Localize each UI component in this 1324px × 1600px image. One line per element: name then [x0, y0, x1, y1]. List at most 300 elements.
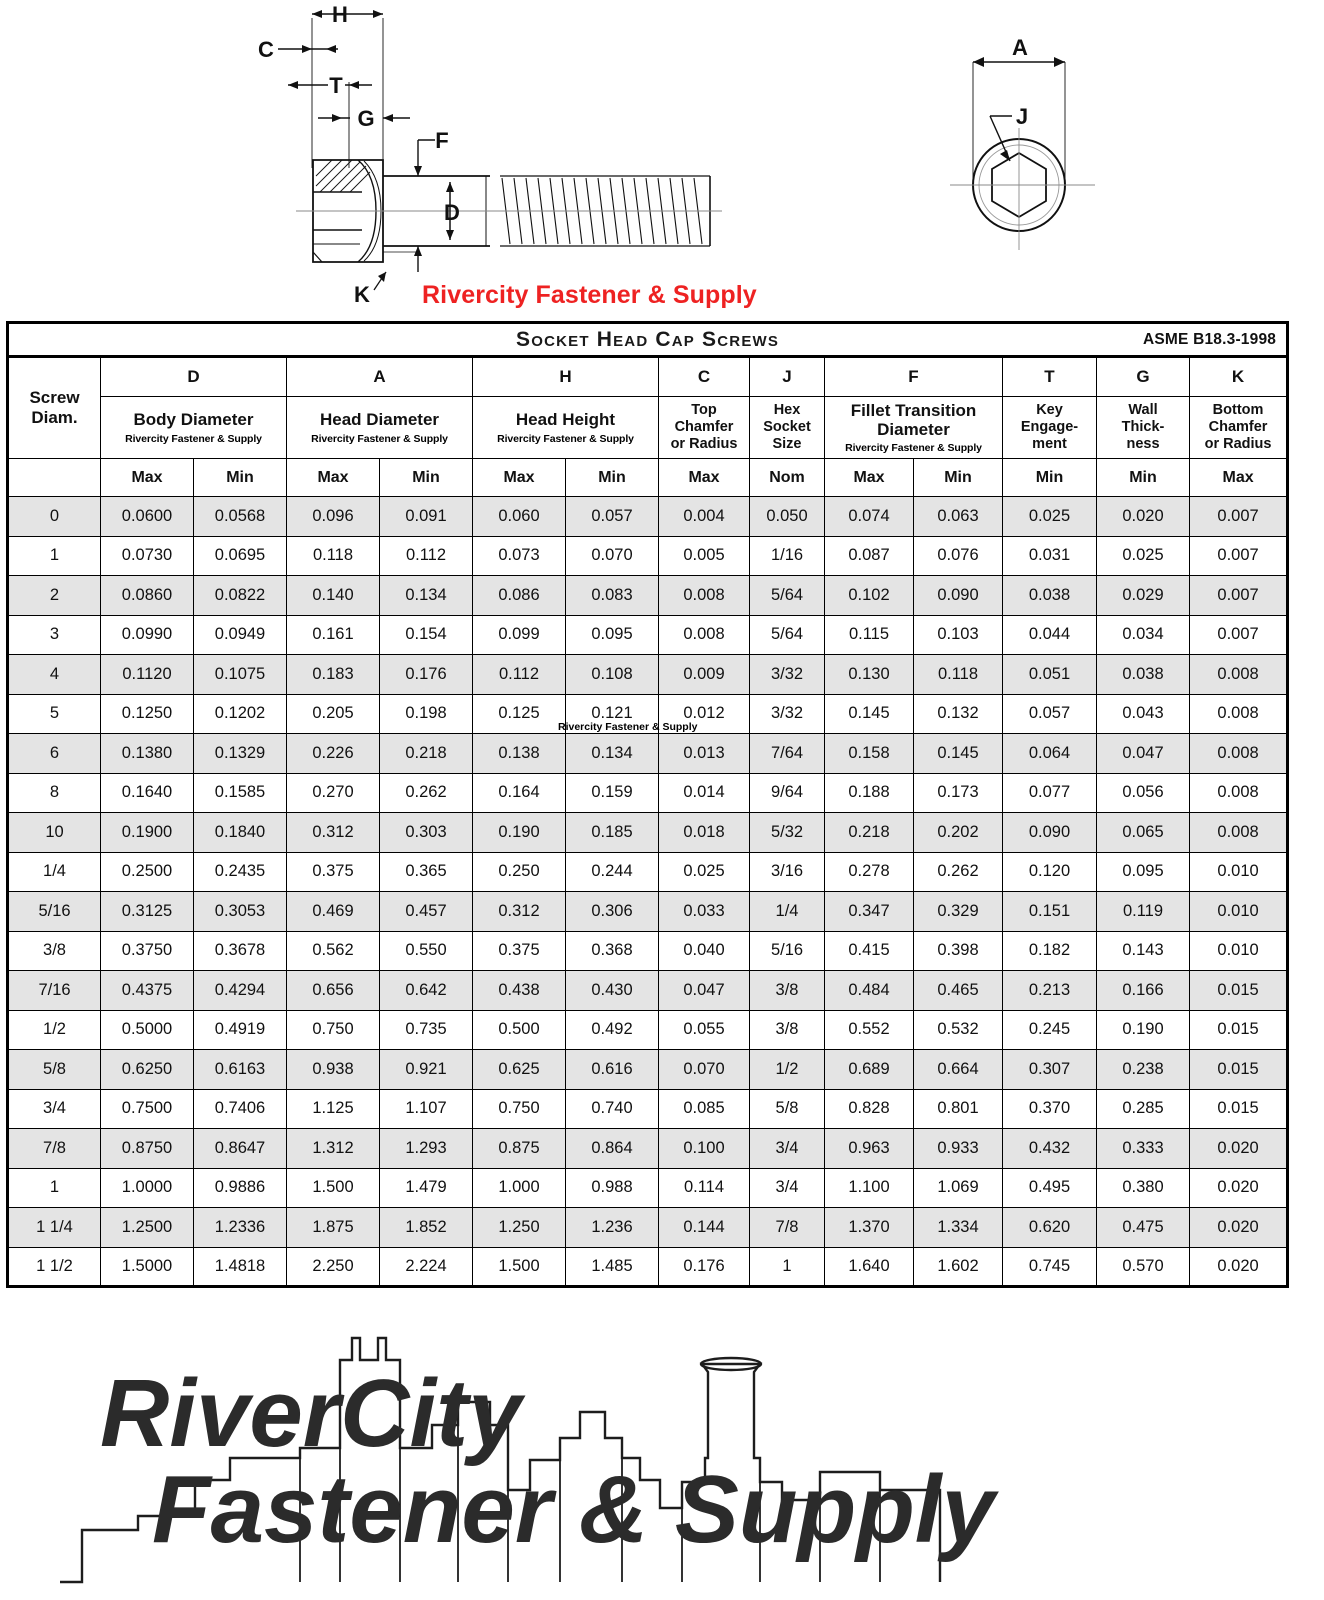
hex-socket-line3: Size [772, 436, 802, 453]
key-eng-line1: Key [1036, 401, 1063, 418]
cell-value: 0.090 [1003, 813, 1097, 853]
cell-value: 0.432 [1003, 1129, 1097, 1169]
cell-value: 0.8750 [101, 1129, 194, 1169]
cell-value: 0.8647 [194, 1129, 287, 1169]
cell-value: 0.6163 [194, 1050, 287, 1090]
letter-G: G [1097, 357, 1190, 397]
cell-value: 0.057 [1003, 694, 1097, 734]
cell-value: 0.218 [825, 813, 914, 853]
cell-value: 0.143 [1097, 931, 1190, 971]
cell-value: 0.145 [914, 734, 1003, 774]
fillet-line1: Fillet Transition [850, 400, 977, 420]
top-chamfer-line2: Chamfer [674, 418, 734, 435]
cell-value: 0.5000 [101, 1010, 194, 1050]
cell-value: 0.3125 [101, 892, 194, 932]
cell-value: 5/64 [750, 576, 825, 616]
cell-value: 1/2 [750, 1050, 825, 1090]
cell-value: 0.380 [1097, 1168, 1190, 1208]
cell-value: 0.050 [750, 497, 825, 537]
cell-value: 0.077 [1003, 773, 1097, 813]
logo-text-line1: RiverCity [100, 1360, 522, 1467]
cell-value: 0.130 [825, 655, 914, 695]
screw-diam-line2: Diam. [31, 408, 78, 427]
top-chamfer-line3: or Radius [670, 436, 738, 453]
cell-value: 7/64 [750, 734, 825, 774]
cell-value: 0.306 [566, 892, 659, 932]
cell-value: 0.1840 [194, 813, 287, 853]
cell-value: 0.438 [473, 971, 566, 1011]
cell-value: 5/64 [750, 615, 825, 655]
cell-value: 5/32 [750, 813, 825, 853]
cell-value: 0.161 [287, 615, 380, 655]
cell-value: 0.213 [1003, 971, 1097, 1011]
cell-value: 0.2435 [194, 852, 287, 892]
cell-value: 0.329 [914, 892, 1003, 932]
socket-head-cap-screw-side-view [250, 0, 730, 320]
letter-J: J [750, 357, 825, 397]
cell-screw-diam: 3/4 [8, 1089, 101, 1129]
cell-value: 1.312 [287, 1129, 380, 1169]
cell-value: 0.4375 [101, 971, 194, 1011]
cell-value: 0.038 [1003, 576, 1097, 616]
cell-value: 0.164 [473, 773, 566, 813]
cell-value: 1.5000 [101, 1247, 194, 1287]
sub-H-max: Max [473, 459, 566, 497]
cell-value: 0.134 [380, 576, 473, 616]
cell-value: 1.602 [914, 1247, 1003, 1287]
wall-thick-line2: Thick- [1121, 418, 1165, 435]
watermark-text: Rivercity Fastener & Supply [497, 432, 634, 445]
cell-value: 3/16 [750, 852, 825, 892]
cell-value: 0.070 [659, 1050, 750, 1090]
cell-value: 0.398 [914, 931, 1003, 971]
cell-value: 0.008 [659, 615, 750, 655]
hex-socket-line1: Hex [773, 401, 801, 418]
cell-value: 0.740 [566, 1089, 659, 1129]
cell-value: 0.7406 [194, 1089, 287, 1129]
cell-value: 0.005 [659, 536, 750, 576]
cell-value: 1.4818 [194, 1247, 287, 1287]
dim-label-H: H [332, 2, 348, 27]
cell-value: 1.2500 [101, 1208, 194, 1248]
watermark-text: Rivercity Fastener & Supply [311, 432, 448, 445]
cell-value: 0.469 [287, 892, 380, 932]
letter-F: F [825, 357, 1003, 397]
cell-value: 0.205 [287, 694, 380, 734]
cell-value: 1.236 [566, 1208, 659, 1248]
cell-screw-diam: 10 [8, 813, 101, 853]
bottom-chamfer-line3: or Radius [1204, 436, 1272, 453]
header-hex-socket-size [750, 397, 825, 459]
minmax-subheader-row [8, 459, 1288, 497]
table-row [8, 615, 1288, 655]
wall-thick-line3: ness [1126, 436, 1160, 453]
watermark-text: Rivercity Fastener & Supply [845, 442, 982, 455]
cell-value: 0.040 [659, 931, 750, 971]
cell-value: 0.007 [1190, 536, 1288, 576]
sub-F-max: Max [825, 459, 914, 497]
table-row [8, 1129, 1288, 1169]
cell-value: 0.0600 [101, 497, 194, 537]
cell-value: 1.100 [825, 1168, 914, 1208]
cell-screw-diam: 7/16 [8, 971, 101, 1011]
cell-value: 0.7500 [101, 1089, 194, 1129]
cell-value: 0.312 [287, 813, 380, 853]
cell-value: 0.115 [825, 615, 914, 655]
cell-value: 0.132 [914, 694, 1003, 734]
header-wall-thickness [1097, 397, 1190, 459]
minmax-blank [8, 459, 101, 497]
dim-label-F: F [435, 128, 449, 153]
sub-A-max: Max [287, 459, 380, 497]
table-row [8, 1208, 1288, 1248]
cell-value: 3/32 [750, 655, 825, 695]
cell-value: 0.616 [566, 1050, 659, 1090]
table-row [8, 1089, 1288, 1129]
cell-screw-diam: 5 [8, 694, 101, 734]
table-row [8, 694, 1288, 734]
cell-value: 0.938 [287, 1050, 380, 1090]
cell-value: 0.010 [1190, 892, 1288, 932]
head-height-label: Head Height [515, 410, 616, 430]
cell-value: 3/4 [750, 1129, 825, 1169]
socket-head-cap-screw-end-view [900, 28, 1100, 258]
screw-diam-line1: Screw [29, 387, 80, 407]
cell-value: 0.625 [473, 1050, 566, 1090]
cell-value: 0.642 [380, 971, 473, 1011]
cell-screw-diam: 3 [8, 615, 101, 655]
cell-value: 0.134 [566, 734, 659, 774]
table-row [8, 536, 1288, 576]
cell-value: 1/4 [750, 892, 825, 932]
cell-value: 0.145 [825, 694, 914, 734]
cell-value: 0.007 [1190, 576, 1288, 616]
cell-value: 0.0730 [101, 536, 194, 576]
cell-value: 0.008 [1190, 734, 1288, 774]
cell-value: 0.875 [473, 1129, 566, 1169]
cell-value: 0.183 [287, 655, 380, 695]
cell-value: 0.100 [659, 1129, 750, 1169]
logo-text-line2: Fastener & Supply [152, 1456, 995, 1563]
cell-value: 0.245 [1003, 1010, 1097, 1050]
table-row [8, 892, 1288, 932]
wall-thick-line1: Wall [1128, 401, 1158, 418]
cell-value: 0.921 [380, 1050, 473, 1090]
cell-value: 0.562 [287, 931, 380, 971]
cell-value: 0.074 [825, 497, 914, 537]
cell-value: 1.125 [287, 1089, 380, 1129]
cell-value: 0.1120 [101, 655, 194, 695]
cell-value: 1.479 [380, 1168, 473, 1208]
cell-value: 0.570 [1097, 1247, 1190, 1287]
table-row [8, 655, 1288, 695]
dim-label-J: J [1015, 104, 1029, 129]
cell-value: 0.020 [1190, 1129, 1288, 1169]
cell-value: 0.218 [380, 734, 473, 774]
cell-value: 0.095 [1097, 852, 1190, 892]
cell-value: 0.119 [1097, 892, 1190, 932]
header-fillet-transition-diameter [825, 397, 1003, 459]
cell-value: 0.166 [1097, 971, 1190, 1011]
dim-label-D: D [444, 200, 460, 225]
bottom-chamfer-line2: Chamfer [1208, 418, 1268, 435]
cell-value: 0.159 [566, 773, 659, 813]
head-diameter-label: Head Diameter [319, 410, 440, 430]
cell-value: 0.158 [825, 734, 914, 774]
cell-value: 0.735 [380, 1010, 473, 1050]
cell-value: 2.224 [380, 1247, 473, 1287]
cell-value: 1 [750, 1247, 825, 1287]
cell-value: 0.333 [1097, 1129, 1190, 1169]
cell-value: 0.475 [1097, 1208, 1190, 1248]
cell-value: 0.010 [1190, 931, 1288, 971]
key-eng-line3: ment [1032, 436, 1067, 453]
cell-value: 0.112 [473, 655, 566, 695]
cell-value: 0.365 [380, 852, 473, 892]
cell-value: 0.495 [1003, 1168, 1097, 1208]
table-row [8, 773, 1288, 813]
header-top-chamfer [659, 397, 750, 459]
cell-value: 0.102 [825, 576, 914, 616]
cell-value: 5/8 [750, 1089, 825, 1129]
cell-value: 0.065 [1097, 813, 1190, 853]
cell-value: 1.2336 [194, 1208, 287, 1248]
cell-value: 0.140 [287, 576, 380, 616]
rivercity-fastener-supply-logo [60, 1330, 1160, 1600]
cell-screw-diam: 7/8 [8, 1129, 101, 1169]
cell-screw-diam: 8 [8, 773, 101, 813]
cell-value: 0.1900 [101, 813, 194, 853]
cell-value: 1.293 [380, 1129, 473, 1169]
cell-value: 0.303 [380, 813, 473, 853]
cell-value: 0.750 [473, 1089, 566, 1129]
cell-value: 0.963 [825, 1129, 914, 1169]
cell-value: 0.154 [380, 615, 473, 655]
cell-value: 0.375 [287, 852, 380, 892]
watermark-text: Rivercity Fastener & Supply [125, 432, 262, 445]
sub-F-min: Min [914, 459, 1003, 497]
cell-value: 0.015 [1190, 971, 1288, 1011]
header-screw-diam [8, 357, 101, 459]
sub-G-min: Min [1097, 459, 1190, 497]
cell-value: 0.008 [1190, 655, 1288, 695]
cell-value: 0.173 [914, 773, 1003, 813]
cell-value: 0.085 [659, 1089, 750, 1129]
cell-value: 0.120 [1003, 852, 1097, 892]
cell-value: 0.347 [825, 892, 914, 932]
cell-value: 0.182 [1003, 931, 1097, 971]
dim-label-K: K [354, 282, 370, 307]
table-title: Socket Head Cap Screws [516, 327, 780, 351]
cell-value: 1/16 [750, 536, 825, 576]
cell-value: 0.375 [473, 931, 566, 971]
dim-label-A: A [1012, 35, 1028, 60]
dimension-letter-row [8, 357, 1288, 397]
cell-value: 1.0000 [101, 1168, 194, 1208]
cell-value: 0.020 [1190, 1247, 1288, 1287]
cell-value: 0.015 [1190, 1089, 1288, 1129]
letter-A: A [287, 357, 473, 397]
cell-value: 0.051 [1003, 655, 1097, 695]
cell-value: 0.244 [566, 852, 659, 892]
cell-value: 0.552 [825, 1010, 914, 1050]
cell-value: 0.1585 [194, 773, 287, 813]
cell-value: 0.285 [1097, 1089, 1190, 1129]
cell-screw-diam: 5/16 [8, 892, 101, 932]
cell-value: 1.069 [914, 1168, 1003, 1208]
cell-value: 0.270 [287, 773, 380, 813]
cell-value: 0.226 [287, 734, 380, 774]
cell-value: 0.9886 [194, 1168, 287, 1208]
cell-value: 0.138 [473, 734, 566, 774]
letter-D: D [101, 357, 287, 397]
cell-value: 0.044 [1003, 615, 1097, 655]
cell-value: 0.114 [659, 1168, 750, 1208]
cell-screw-diam: 1 1/2 [8, 1247, 101, 1287]
fillet-line2: Diameter [877, 420, 950, 439]
cell-value: 3/8 [750, 971, 825, 1011]
cell-value: 0.988 [566, 1168, 659, 1208]
body-diameter-label: Body Diameter [133, 410, 254, 430]
sub-C-max: Max [659, 459, 750, 497]
cell-value: 0.056 [1097, 773, 1190, 813]
cell-value: 0.108 [566, 655, 659, 695]
table-row [8, 497, 1288, 537]
cell-screw-diam: 1 [8, 1168, 101, 1208]
cell-value: 0.238 [1097, 1050, 1190, 1090]
cell-value: 1.370 [825, 1208, 914, 1248]
letter-K: K [1190, 357, 1288, 397]
table-data-body [8, 497, 1288, 1287]
cell-value: 1.500 [473, 1247, 566, 1287]
header-body-diameter [101, 397, 287, 459]
letter-C: C [659, 357, 750, 397]
cell-value: 0.430 [566, 971, 659, 1011]
cell-value: 0.0568 [194, 497, 287, 537]
cell-value: 0.086 [473, 576, 566, 616]
cell-value: 0.0822 [194, 576, 287, 616]
cell-value: 0.025 [659, 852, 750, 892]
dim-label-G: G [357, 106, 375, 131]
cell-value: 0.057 [566, 497, 659, 537]
cell-value: 0.4919 [194, 1010, 287, 1050]
cell-value: 0.745 [1003, 1247, 1097, 1287]
bottom-chamfer-line1: Bottom [1212, 401, 1264, 418]
cell-value: 0.176 [659, 1247, 750, 1287]
cell-value: 0.063 [914, 497, 1003, 537]
cell-screw-diam: 1/4 [8, 852, 101, 892]
cell-value: 0.656 [287, 971, 380, 1011]
cell-value: 0.070 [566, 536, 659, 576]
cell-value: 0.125 [473, 694, 566, 734]
cell-value: 0.250 [473, 852, 566, 892]
cell-value: 0.047 [659, 971, 750, 1011]
cell-value: 0.492 [566, 1010, 659, 1050]
cell-value: 0.151 [1003, 892, 1097, 932]
dimension-name-row [8, 397, 1288, 459]
cell-value: 0.118 [914, 655, 1003, 695]
cell-value: 3/32 [750, 694, 825, 734]
table-title-cell [8, 323, 1288, 357]
cell-value: 0.185 [566, 813, 659, 853]
cell-value: 0.095 [566, 615, 659, 655]
cell-screw-diam: 1 1/4 [8, 1208, 101, 1248]
cell-value: 0.007 [1190, 497, 1288, 537]
table-row [8, 1050, 1288, 1090]
cell-value: 0.550 [380, 931, 473, 971]
cell-value: 0.018 [659, 813, 750, 853]
table-title-row [8, 323, 1288, 357]
cell-value: 0.370 [1003, 1089, 1097, 1129]
cell-value: 0.1329 [194, 734, 287, 774]
cell-value: 0.025 [1097, 536, 1190, 576]
spec-table-container [6, 321, 1286, 1288]
dim-label-T: T [329, 73, 343, 98]
sub-K-max: Max [1190, 459, 1288, 497]
cell-screw-diam: 2 [8, 576, 101, 616]
cell-value: 0.015 [1190, 1050, 1288, 1090]
cell-value: 0.013 [659, 734, 750, 774]
cell-value: 0.112 [380, 536, 473, 576]
key-eng-line2: Engage- [1020, 418, 1079, 435]
cell-value: 3/8 [750, 1010, 825, 1050]
table-row [8, 931, 1288, 971]
cell-value: 1.000 [473, 1168, 566, 1208]
cell-screw-diam: 4 [8, 655, 101, 695]
cell-value: 0.465 [914, 971, 1003, 1011]
cell-value: 0.0860 [101, 576, 194, 616]
cell-value: 0.176 [380, 655, 473, 695]
cell-value: 0.198 [380, 694, 473, 734]
cell-value: 0.073 [473, 536, 566, 576]
cell-value: 0.055 [659, 1010, 750, 1050]
table-row [8, 1168, 1288, 1208]
table-row [8, 576, 1288, 616]
cell-screw-diam: 5/8 [8, 1050, 101, 1090]
cell-value: 0.025 [1003, 497, 1097, 537]
cell-value: 0.008 [1190, 813, 1288, 853]
cell-value: 0.099 [473, 615, 566, 655]
cell-value: 7/8 [750, 1208, 825, 1248]
cell-value: 0.0695 [194, 536, 287, 576]
letter-T: T [1003, 357, 1097, 397]
cell-value: 0.008 [659, 576, 750, 616]
cell-value: 0.188 [825, 773, 914, 813]
cell-value: 0.020 [1190, 1208, 1288, 1248]
cell-value: 0.118 [287, 536, 380, 576]
cell-value: 0.020 [1190, 1168, 1288, 1208]
cell-value: 0.033 [659, 892, 750, 932]
sub-H-min: Min [566, 459, 659, 497]
sub-T-min: Min [1003, 459, 1097, 497]
sub-A-min: Min [380, 459, 473, 497]
cell-value: 0.484 [825, 971, 914, 1011]
cell-value: 0.064 [1003, 734, 1097, 774]
cell-value: 0.1640 [101, 773, 194, 813]
cell-value: 0.620 [1003, 1208, 1097, 1248]
standard-reference: ASME B18.3-1998 [1143, 330, 1277, 348]
header-head-height [473, 397, 659, 459]
cell-value: 0.1250 [101, 694, 194, 734]
cell-value: 0.6250 [101, 1050, 194, 1090]
table-row [8, 813, 1288, 853]
cell-screw-diam: 1 [8, 536, 101, 576]
cell-value: 0.0949 [194, 615, 287, 655]
cell-value: 0.1380 [101, 734, 194, 774]
cell-value: 0.415 [825, 931, 914, 971]
cell-value: 0.3053 [194, 892, 287, 932]
cell-value: 0.029 [1097, 576, 1190, 616]
